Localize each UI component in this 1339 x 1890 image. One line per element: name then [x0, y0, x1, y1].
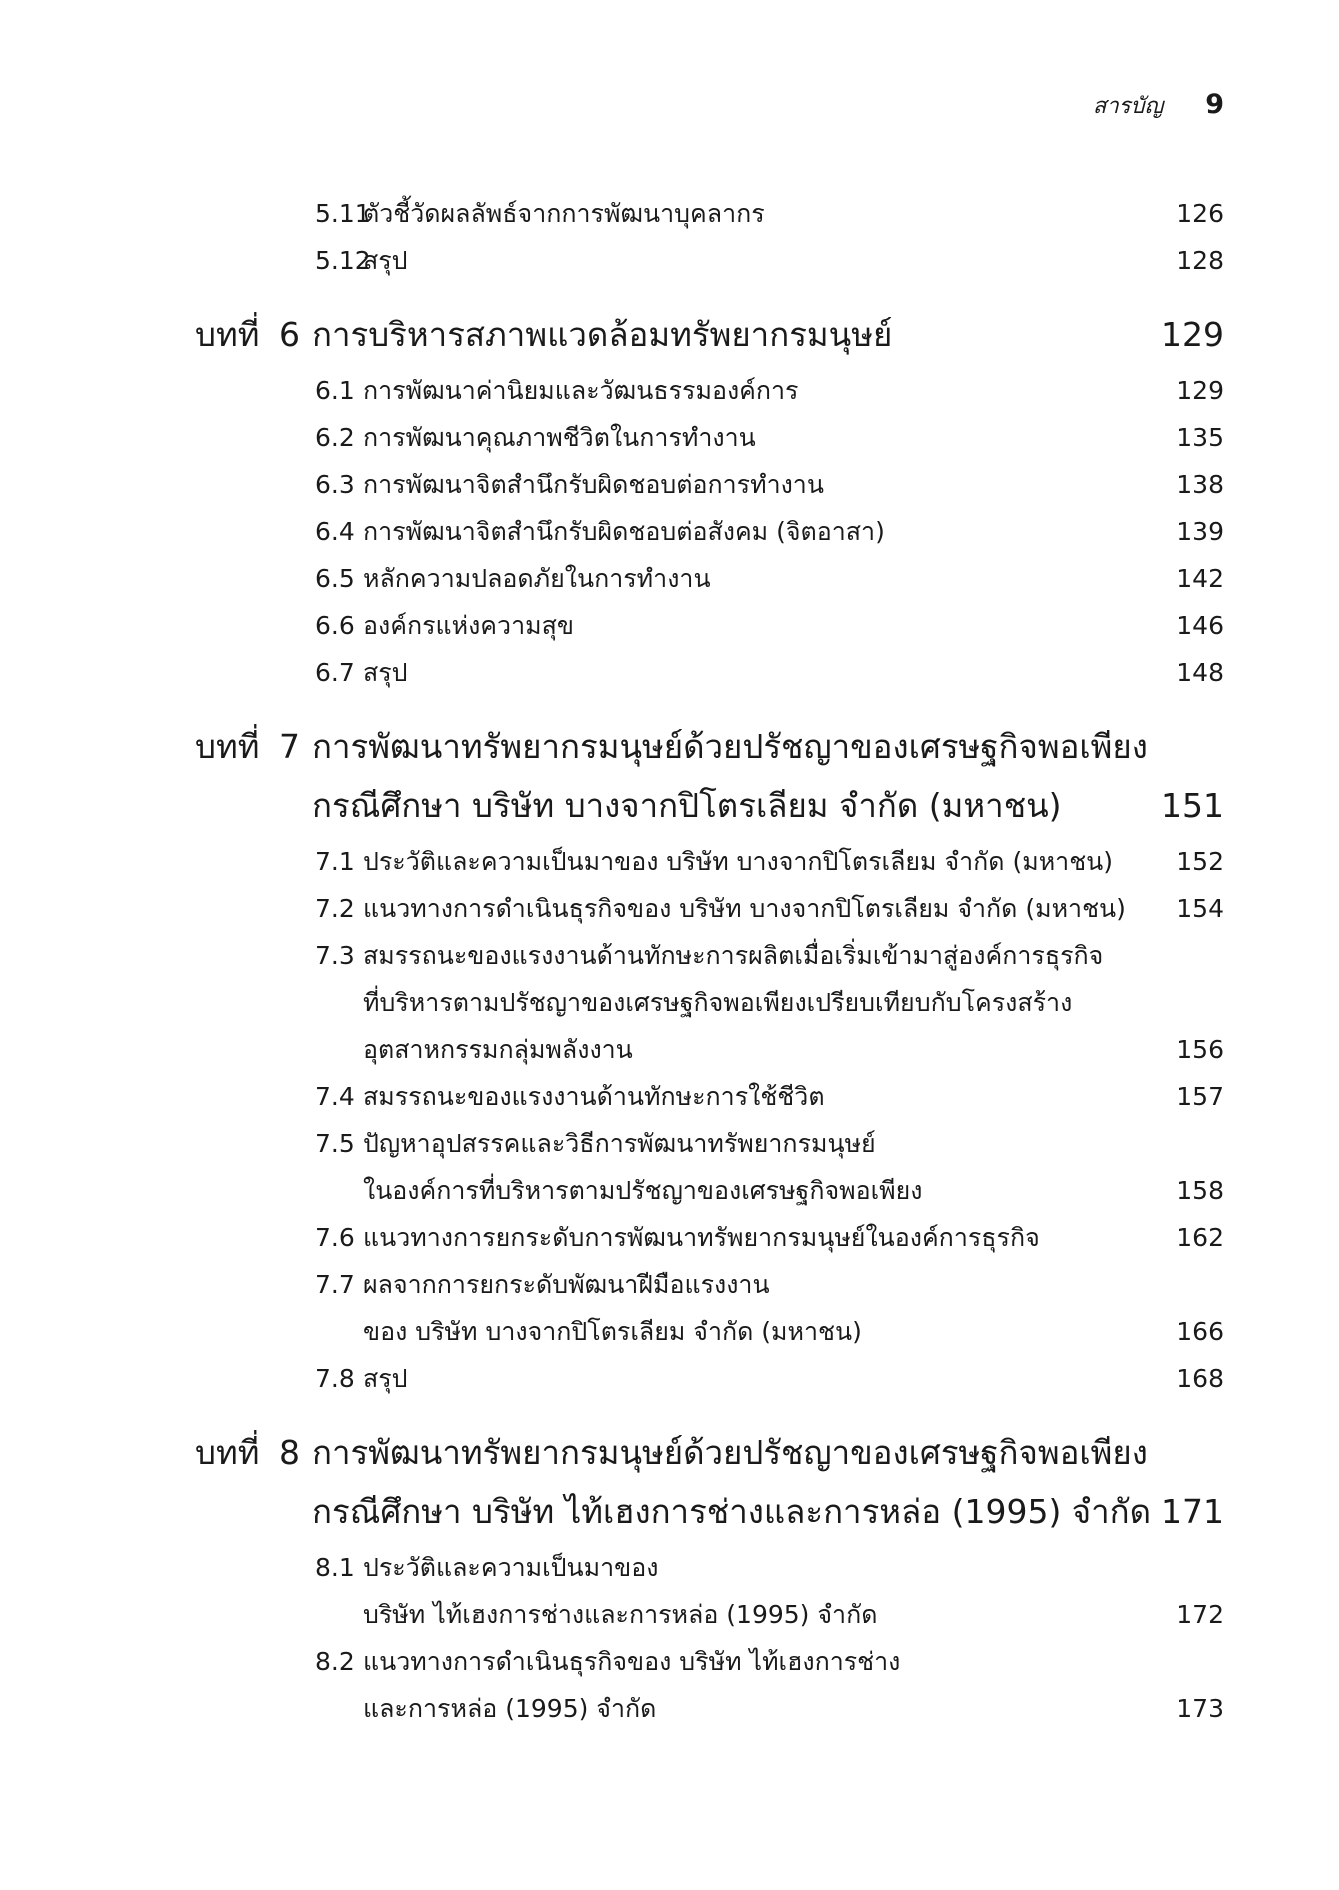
entry-title: ปัญหาอุปสรรคและวิธีการพัฒนาทรัพยากรมนุษย์ — [363, 1129, 876, 1158]
toc-entry[interactable] — [195, 190, 1224, 237]
entry-title: สรุป — [363, 246, 408, 275]
toc-entry[interactable] — [195, 649, 1224, 696]
entry-title: ประวัติและความเป็นมาของ บริษัท บางจากปิโตรเลียม จำกัด (มหาชน) — [363, 847, 1114, 876]
entry-number: 6.3 — [315, 470, 355, 499]
entry-title: แนวทางการดำเนินธุรกิจของ บริษัท บางจากปิโตรเลียม จำกัด (มหาชน) — [363, 894, 1126, 923]
toc-entry[interactable] — [195, 838, 1224, 885]
entry-number: 6.2 — [315, 423, 355, 452]
toc-entry[interactable] — [195, 1544, 1224, 1591]
toc-entry[interactable] — [195, 461, 1224, 508]
chapter-number: 6 — [279, 315, 300, 354]
chapter-page: 129 — [1161, 315, 1224, 354]
chapter-section — [195, 717, 1224, 1402]
entry-page: 158 — [1176, 1176, 1224, 1205]
entry-page: 157 — [1176, 1082, 1224, 1111]
entry-title-continued: ในองค์การที่บริหารตามปรัชญาของเศรษฐกิจพอเพียง — [363, 1176, 923, 1205]
entry-page: 146 — [1176, 611, 1224, 640]
entry-number: 7.2 — [315, 894, 355, 923]
entry-title: ประวัติและความเป็นมาของ — [363, 1553, 659, 1582]
toc-entry[interactable] — [195, 979, 1224, 1026]
toc-entry[interactable] — [195, 1073, 1224, 1120]
entry-title: การพัฒนาจิตสำนึกรับผิดชอบต่อการทำงาน — [363, 470, 824, 499]
chapter-entries — [195, 1544, 1224, 1732]
entry-number: 7.4 — [315, 1082, 355, 1111]
entry-page: 128 — [1176, 246, 1224, 275]
entry-page: 138 — [1176, 470, 1224, 499]
entry-number: 6.4 — [315, 517, 355, 546]
entry-number: 7.7 — [315, 1270, 355, 1299]
entry-title: สรุป — [363, 658, 408, 687]
chapter-title: การพัฒนาทรัพยากรมนุษย์ด้วยปรัชญาของเศรษฐกิจพอเพียง — [312, 727, 1148, 766]
chapter-number: 8 — [279, 1433, 300, 1472]
entry-number: 5.11 — [315, 199, 371, 228]
chapter-heading[interactable] — [195, 1482, 1224, 1541]
chapter-title: กรณีศึกษา บริษัท ไท้เฮงการช่างและการหล่อ (1995) จำกัด — [312, 1492, 1152, 1531]
chapter-label: บทที่ — [195, 315, 260, 354]
toc-entry[interactable] — [195, 1261, 1224, 1308]
chapter-section — [195, 1423, 1224, 1732]
toc-entry[interactable] — [195, 555, 1224, 602]
table-of-contents — [195, 190, 1224, 1732]
entry-title-continued: ที่บริหารตามปรัชญาของเศรษฐกิจพอเพียงเปรียบเทียบกับโครงสร้าง — [363, 988, 1073, 1017]
entry-page: 152 — [1176, 847, 1224, 876]
entry-title: สมรรถนะของแรงงานด้านทักษะการผลิตเมื่อเริ่มเข้ามาสู่องค์การธุรกิจ — [363, 941, 1104, 970]
entry-title: การพัฒนาคุณภาพชีวิตในการทำงาน — [363, 423, 756, 452]
entry-page: 126 — [1176, 199, 1224, 228]
entry-number: 6.5 — [315, 564, 355, 593]
running-title: สารบัญ — [1092, 94, 1164, 119]
chapter-title: กรณีศึกษา บริษัท บางจากปิโตรเลียม จำกัด (มหาชน) — [312, 786, 1062, 825]
page-number: 9 — [1205, 89, 1224, 120]
entry-title: แนวทางการยกระดับการพัฒนาทรัพยากรมนุษย์ในองค์การธุรกิจ — [363, 1223, 1040, 1252]
entry-page: 129 — [1176, 376, 1224, 405]
toc-entry[interactable] — [195, 237, 1224, 284]
entry-page: 142 — [1176, 564, 1224, 593]
entry-title: แนวทางการดำเนินธุรกิจของ บริษัท ไท้เฮงการช่าง — [363, 1647, 901, 1676]
entry-title-continued: อุตสาหกรรมกลุ่มพลังงาน — [363, 1035, 633, 1064]
chapter-entries — [195, 838, 1224, 1402]
chapter-label: บทที่ — [195, 727, 260, 766]
entry-number: 7.8 — [315, 1364, 355, 1393]
chapter-section — [195, 305, 1224, 696]
entry-page: 148 — [1176, 658, 1224, 687]
toc-entry[interactable] — [195, 1355, 1224, 1402]
chapter-page: 151 — [1161, 786, 1224, 825]
entry-title: ตัวชี้วัดผลลัพธ์จากการพัฒนาบุคลากร — [363, 199, 765, 228]
entry-number: 7.5 — [315, 1129, 355, 1158]
entry-page: 168 — [1176, 1364, 1224, 1393]
entry-title: หลักความปลอดภัยในการทำงาน — [363, 564, 711, 593]
chapter-number: 7 — [279, 727, 300, 766]
chapter-title: การพัฒนาทรัพยากรมนุษย์ด้วยปรัชญาของเศรษฐกิจพอเพียง — [312, 1433, 1148, 1472]
chapter-page: 171 — [1161, 1492, 1224, 1531]
entry-title: การพัฒนาค่านิยมและวัฒนธรรมองค์การ — [363, 376, 799, 405]
toc-entry[interactable] — [195, 1685, 1224, 1732]
running-header — [1093, 88, 1224, 123]
entry-page: 173 — [1176, 1694, 1224, 1723]
toc-entry[interactable] — [195, 1026, 1224, 1073]
entry-page: 166 — [1176, 1317, 1224, 1346]
entry-number: 5.12 — [315, 246, 371, 275]
toc-entry[interactable] — [195, 508, 1224, 555]
entry-number: 7.1 — [315, 847, 355, 876]
entry-number: 6.7 — [315, 658, 355, 687]
entry-number: 6.6 — [315, 611, 355, 640]
entry-number: 7.3 — [315, 941, 355, 970]
entry-page: 162 — [1176, 1223, 1224, 1252]
chapter-heading[interactable] — [195, 305, 1224, 364]
entry-title: องค์กรแห่งความสุข — [363, 611, 574, 640]
entry-number: 7.6 — [315, 1223, 355, 1252]
toc-entry[interactable] — [195, 414, 1224, 461]
entry-page: 135 — [1176, 423, 1224, 452]
toc-entry[interactable] — [195, 1120, 1224, 1167]
chapter-heading[interactable] — [195, 776, 1224, 835]
toc-entry[interactable] — [195, 1167, 1224, 1214]
entry-title-continued: บริษัท ไท้เฮงการช่างและการหล่อ (1995) จำกัด — [363, 1600, 878, 1629]
entry-page: 154 — [1176, 894, 1224, 923]
chapter-label: บทที่ — [195, 1433, 260, 1472]
chapter-title: การบริหารสภาพแวดล้อมทรัพยากรมนุษย์ — [312, 315, 893, 354]
entry-title: สมรรถนะของแรงงานด้านทักษะการใช้ชีวิต — [363, 1082, 825, 1111]
toc-entry[interactable] — [195, 932, 1224, 979]
entry-number: 6.1 — [315, 376, 355, 405]
chapter-entries — [195, 367, 1224, 696]
toc-entry[interactable] — [195, 1214, 1224, 1261]
toc-entry[interactable] — [195, 602, 1224, 649]
entry-title-continued: และการหล่อ (1995) จำกัด — [363, 1694, 657, 1723]
toc-entry[interactable] — [195, 367, 1224, 414]
toc-entry[interactable] — [195, 1638, 1224, 1685]
entry-page: 156 — [1176, 1035, 1224, 1064]
entry-title-continued: ของ บริษัท บางจากปิโตรเลียม จำกัด (มหาชน) — [363, 1317, 862, 1346]
toc-entry[interactable] — [195, 1591, 1224, 1638]
entry-page: 139 — [1176, 517, 1224, 546]
toc-entry[interactable] — [195, 885, 1224, 932]
entry-page: 172 — [1176, 1600, 1224, 1629]
entry-title: สรุป — [363, 1364, 408, 1393]
entry-title: การพัฒนาจิตสำนึกรับผิดชอบต่อสังคม (จิตอาสา) — [363, 517, 885, 546]
toc-entry[interactable] — [195, 1308, 1224, 1355]
chapter-heading[interactable] — [195, 717, 1224, 776]
entry-number: 8.2 — [315, 1647, 355, 1676]
chapter-heading[interactable] — [195, 1423, 1224, 1482]
entry-title: ผลจากการยกระดับพัฒนาฝีมือแรงงาน — [363, 1270, 770, 1299]
entry-number: 8.1 — [315, 1553, 355, 1582]
